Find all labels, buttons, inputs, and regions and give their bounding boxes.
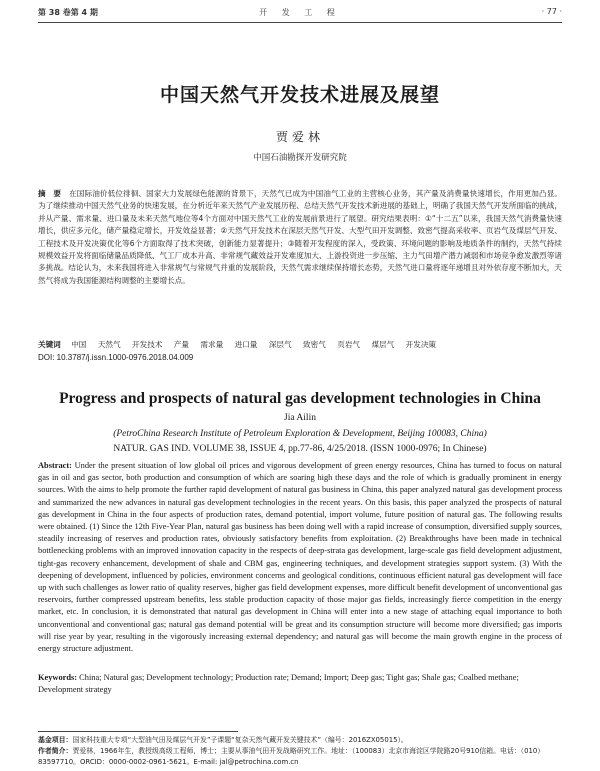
header-rule bbox=[38, 22, 562, 23]
footnote-rule bbox=[38, 731, 238, 732]
author-note-label: 作者简介： bbox=[38, 747, 73, 755]
citation: NATUR. GAS IND. VOLUME 38, ISSUE 4, pp.77-86, 4/25/2018. (ISSN 1000-0976; In Chinese) bbox=[113, 444, 487, 454]
keyword: 致密气 bbox=[303, 340, 326, 349]
footnote bbox=[38, 735, 562, 768]
keyword: 开发技术 bbox=[132, 340, 163, 349]
fund-label: 基金项目： bbox=[38, 736, 73, 744]
chinese-abstract-text: 在国际油价低位徘徊、国家大力发展绿色能源的背景下，天然气已成为中国油气工业的主营核心业务，其产量及消费量快速增长，作用更加凸显。为了继续推动中国天然气业务的快速发展，在分析近年来天然气产业发展历程、总结天然气开发技术新进展的基础上，明确了我国天然气开发所面临的挑战，并从产量、需求量、进口量及未来天然气地位等4个方面对中国天然气工业的发展前景进行了展望。研究结果表明：①“十二五”以来，我国天然气消费量快速增长，供应多元化，储产量稳定增长，开发效益显著；②天然气开发技术在深层天然气开发、大型气田开发调整、致密气提高采收率、页岩气及煤层气开发、工程技术及开发决策优化等6个方面取得了技术突破，创新能力显著提升；③随着开发程度的深入，受政策、环境问题的影响及地质条件的制约，天然气持续规模效益开发将面临储量品质降低、气工厂成本升高、非常规气藏效益开发难度加大、上游投资进一步压缩、主力气田增产潜力减弱和市场竞争愈发激烈等诸多挑战。结论认为，未来我国将进入非常规气与常规气并重的发展阶段，天然气需求继续保持增长态势，天然气进口量将逐年递增且对外依存度不断加大，天然气将成为我国能源结构调整的主要增长点。 bbox=[38, 189, 562, 285]
chinese-affiliation: 中国石油勘探开发研究院 bbox=[253, 153, 347, 163]
page-number: · 77 · bbox=[541, 7, 562, 16]
english-keywords-text: China; Natural gas; Development technology; Production rate; Demand; Import; Deep gas; Tight gas; Shale gas; Coalbed methane; Development strategy bbox=[38, 673, 519, 695]
running-head bbox=[38, 7, 562, 21]
english-author: Jia Ailin bbox=[284, 413, 316, 423]
fund-note bbox=[38, 735, 562, 746]
english-affiliation: (PetroChina Research Institute of Petroleum Exploration & Development, Beijing 100083, China) bbox=[113, 429, 487, 439]
keyword: 产量 bbox=[173, 340, 189, 349]
keyword: 煤层气 bbox=[371, 340, 395, 349]
author-note-text: 贾爱林，1966年生，教授级高级工程师，博士；主要从事油气田开发战略研究工作。地址：（100083）北京市海淀区学院路20号910信箱。电话：（010）83597710。ORCID：0000-0002-0961-5621。E-mail: jal@petrochina.com.cn bbox=[38, 747, 545, 766]
chinese-abstract bbox=[38, 188, 562, 287]
english-keywords-label: Keywords: bbox=[38, 673, 78, 682]
english-keywords bbox=[38, 672, 562, 696]
author-note bbox=[38, 746, 562, 768]
english-abstract-label: Abstract: bbox=[38, 461, 72, 470]
keyword: 天然气 bbox=[97, 340, 121, 349]
chinese-keywords bbox=[38, 339, 562, 351]
chinese-title: 中国天然气开发技术进展及展望 bbox=[159, 84, 440, 106]
doi: DOI: 10.3787/j.issn.1000-0976.2018.04.009 bbox=[38, 353, 194, 362]
english-abstract-text: Under the present situation of low global oil prices and vigorous development of green energy resources, China has turned to focus on natural gas in oil and gas sector, both production and consumption of which are soaring high these days and the role of which is gradually prominent in energy sources. With the aims to help promote the further rapid development of natural gas business in China, this paper analyzed natural gas development process and summarized the new advances in natural gas development technologies in the recent years. On this basis, this paper analyzed the prospects of natural gas development in China in the four aspects of production rates, demand potential, import volume, future position of natural gas. The following results were obtained. (1) Since the 12th Five-Year Plan, natural gas business has been doing well with a rapid increase of consumption, diversified supply sources, steadily increasing of reserves and production rates, obviously satisfactory benefits from exploitation. (2) Breakthroughs have been made in technical bottlenecking problems with an improved innovation capacity in the respects of deep-strata gas development, large-scale gas field development adjustment, tight-gas recovery enhancement, development of shale and CBM gas, engineering techniques, and development strategies support system. (3) With the deepening of development, influenced by policies, environment concerns and geological conditions, continuous efficient natural gas development will face up with such challenges as lower ratio of quality reserves, higher gas field development expenses, more difficult benefit development of unconventional gas reservoirs, further compressed upstream benefits, less stable production capacity of those major gas fields, increasingly fierce competition in the energy market, etc. In conclusion, it is demonstrated that natural gas development in China will enter into a new stage of attaching equal importance to both unconventional and conventional gas; natural gas demand potential will be great and its consumption structure will become more diversified; gas imports will rise year by year, resulting in the vigorously increasing external dependency; and natural gas will become the main growth engine in the process of energy structure adjustment. bbox=[38, 461, 562, 654]
keyword: 页岩气 bbox=[337, 340, 361, 349]
keyword: 深层气 bbox=[268, 340, 292, 349]
issue-label: 第 38 卷第 4 期 bbox=[38, 8, 98, 17]
fund-text: 国家科技重大专项“大型油气田及煤层气开发”子课题“复杂天然气藏开发关键技术”（编号：2016ZX05015）。 bbox=[72, 736, 408, 744]
keyword: 开发决策 bbox=[405, 340, 437, 349]
chinese-abstract-label: 摘 要 bbox=[38, 189, 62, 198]
chinese-author: 贾爱林 bbox=[275, 130, 324, 144]
keyword: 需求量 bbox=[200, 340, 224, 349]
chinese-keywords-label: 关键词 bbox=[38, 340, 61, 349]
english-abstract bbox=[38, 460, 562, 655]
english-title: Progress and prospects of natural gas development technologies in China bbox=[59, 390, 541, 407]
keyword: 中国 bbox=[71, 340, 87, 349]
section-label: 开 发 工 程 bbox=[259, 8, 341, 17]
keyword: 进口量 bbox=[234, 340, 258, 349]
